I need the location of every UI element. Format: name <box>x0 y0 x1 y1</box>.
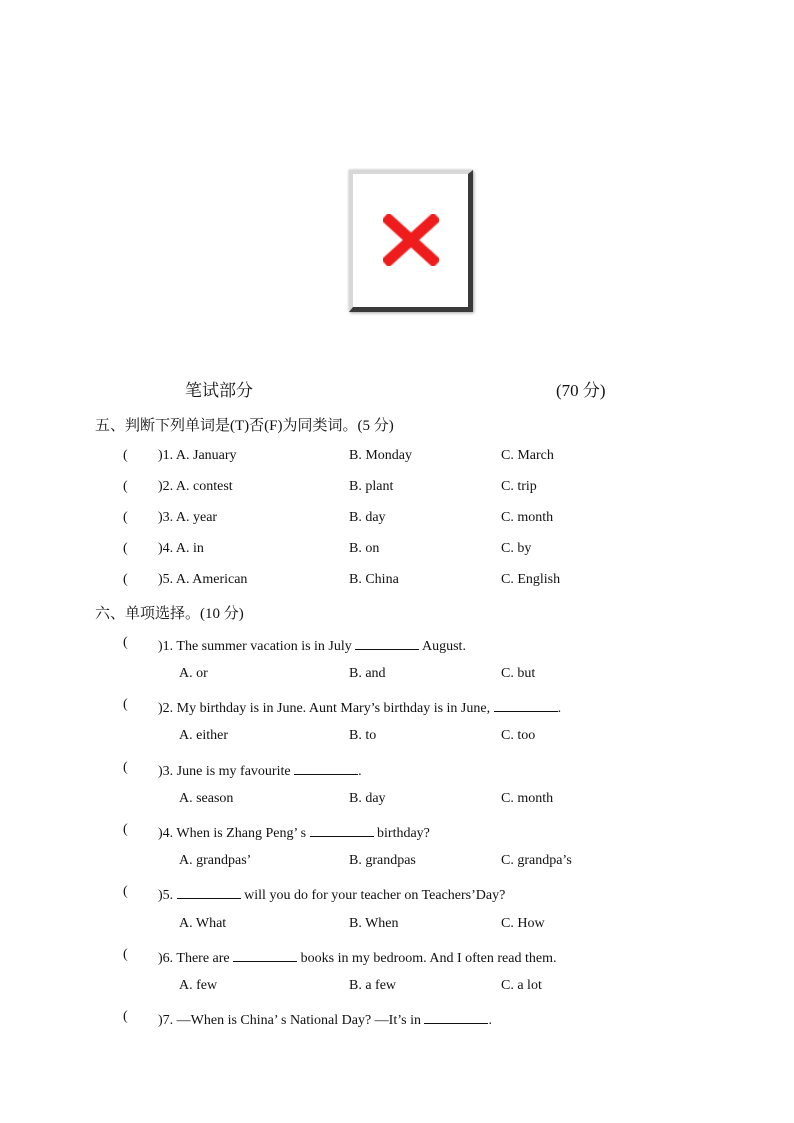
option-c: C. grandpa’s <box>501 853 572 868</box>
option-c: C. English <box>501 572 561 587</box>
answer-paren: ( <box>123 541 128 556</box>
answer-blank <box>177 884 241 899</box>
answer-blank <box>233 947 297 962</box>
answer-blank <box>294 760 358 775</box>
option-b: B. When <box>349 916 399 931</box>
broken-image-icon <box>383 214 439 266</box>
option-c: C. but <box>501 666 536 681</box>
option-c: C. month <box>501 510 554 525</box>
answer-paren: ( <box>123 697 128 712</box>
question-text: )1. A. January <box>158 448 237 463</box>
option-a: A. season <box>179 791 234 806</box>
question-text: )2. A. contest <box>158 479 233 494</box>
section-5-title: 五、判断下列单词是(T)否(F)为同类词。(5 分) <box>95 418 394 434</box>
option-b: B. on <box>349 541 380 556</box>
question-text: )7. —When is China’ s National Day? —It’s in . <box>158 1009 492 1029</box>
option-c: C. March <box>501 448 554 463</box>
option-a: A. either <box>179 728 228 743</box>
answer-paren: ( <box>123 479 128 494</box>
answer-paren: ( <box>123 822 128 837</box>
option-a: A. What <box>179 916 227 931</box>
answer-paren: ( <box>123 635 128 650</box>
section-6-title: 六、单项选择。(10 分) <box>95 606 244 622</box>
answer-paren: ( <box>123 884 128 899</box>
question-text: )5. A. American <box>158 572 248 587</box>
option-b: B. Monday <box>349 448 412 463</box>
question-text: )5. will you do for your teacher on Teachers’Day? <box>158 884 505 904</box>
answer-paren: ( <box>123 1009 128 1024</box>
option-c: C. by <box>501 541 532 556</box>
option-a: A. few <box>179 978 218 993</box>
option-b: B. day <box>349 510 386 525</box>
option-a: A. or <box>179 666 208 681</box>
answer-blank <box>310 822 374 837</box>
question-text: )1. The summer vacation is in July August. <box>158 635 466 655</box>
option-b: B. and <box>349 666 386 681</box>
option-b: B. to <box>349 728 377 743</box>
option-c: C. month <box>501 791 554 806</box>
option-c: C. trip <box>501 479 537 494</box>
option-b: B. a few <box>349 978 397 993</box>
question-text: )2. My birthday is in June. Aunt Mary’s birthday is in June, . <box>158 697 561 717</box>
answer-paren: ( <box>123 760 128 775</box>
answer-blank <box>494 697 558 712</box>
question-text: )6. There are books in my bedroom. And I often read them. <box>158 947 556 967</box>
answer-blank <box>424 1009 488 1024</box>
written-part-title: 笔试部分 <box>185 381 253 400</box>
question-text: )3. A. year <box>158 510 218 525</box>
answer-paren: ( <box>123 510 128 525</box>
question-text: )4. When is Zhang Peng’ s birthday? <box>158 822 430 842</box>
question-text: )3. June is my favourite . <box>158 760 362 780</box>
answer-paren: ( <box>123 448 128 463</box>
answer-blank <box>355 635 419 650</box>
option-c: C. a lot <box>501 978 542 993</box>
option-a: A. grandpas’ <box>179 853 252 868</box>
option-b: B. grandpas <box>349 853 416 868</box>
written-part-score: (70 分) <box>556 381 606 400</box>
option-b: B. China <box>349 572 399 587</box>
option-c: C. too <box>501 728 536 743</box>
option-b: B. plant <box>349 479 394 494</box>
answer-paren: ( <box>123 572 128 587</box>
answer-paren: ( <box>123 947 128 962</box>
option-b: B. day <box>349 791 386 806</box>
broken-image-placeholder <box>349 170 473 312</box>
question-text: )4. A. in <box>158 541 204 556</box>
option-c: C. How <box>501 916 545 931</box>
